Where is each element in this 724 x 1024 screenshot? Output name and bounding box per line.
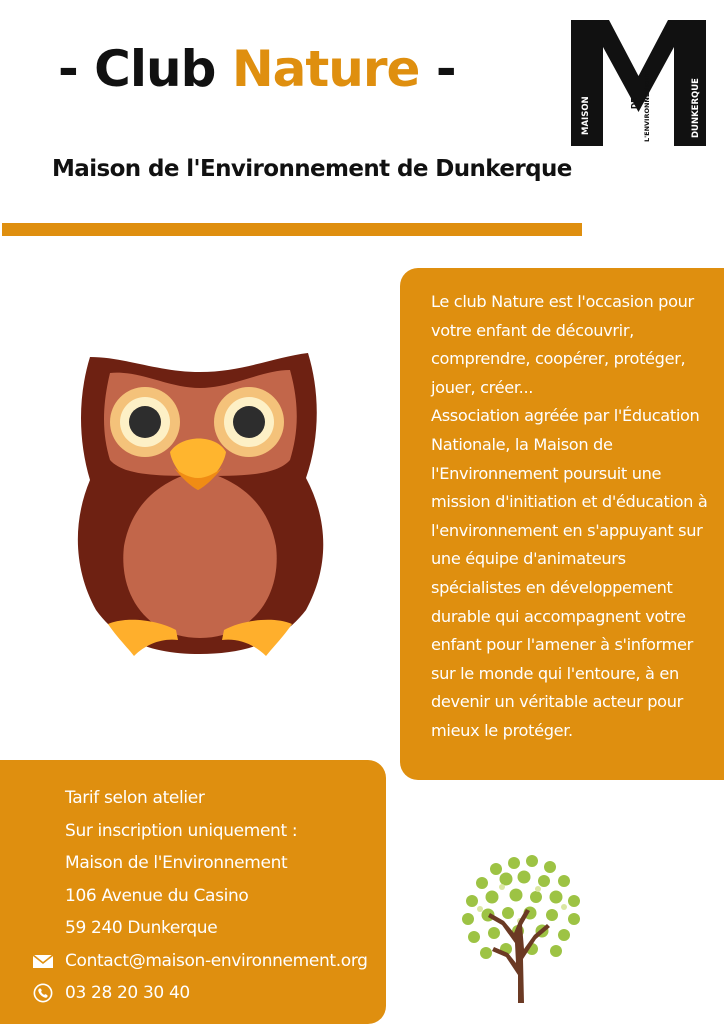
description-panel	[400, 268, 724, 780]
maison-environnement-logo	[571, 20, 706, 146]
description-mission: Association agréée par l'Éducation Nationale, la Maison de l'Environnement poursuit une mission d'initiation et d'éducation à l'environnement en s'appuyant sur une équipe d'animateurs spécialistes en développement durable qui accompagnent votre enfant pour l'amener à s'informer sur le monde qui l'entoure, à en devenir un véritable acteur pour mieux le protéger.	[431, 406, 708, 740]
info-panel	[0, 760, 386, 1024]
email-row	[65, 945, 386, 978]
title-suffix: -	[435, 40, 456, 98]
title-accent: Nature	[231, 40, 420, 98]
description-intro: Le club Nature est l'occasion pour votre enfant de découvrir, comprendre, coopérer, protéger, jouer, créer...	[431, 292, 694, 397]
street-address: 106 Avenue du Casino	[65, 885, 249, 906]
header-divider	[2, 223, 582, 236]
page-title	[58, 40, 456, 98]
phone-icon	[32, 983, 54, 1003]
registration-text: Sur inscription uniquement :	[65, 820, 298, 841]
logo-line-de: DE	[630, 97, 639, 109]
city-address: 59 240 Dunkerque	[65, 918, 218, 938]
envelope-icon	[32, 951, 54, 971]
email-link[interactable]: Contact@maison-environnement.org	[65, 950, 368, 971]
page-subtitle: Maison de l'Environnement de Dunkerque	[52, 156, 572, 182]
title-prefix: - Club	[58, 40, 216, 98]
phone-row	[65, 977, 386, 1010]
phone-number[interactable]: 03 28 20 30 40	[65, 983, 190, 1003]
venue-name: Maison de l'Environnement	[65, 853, 288, 873]
owl-illustration	[70, 348, 330, 674]
tree-illustration	[460, 855, 584, 1003]
logo-line-dunkerque: DUNKERQUE	[691, 78, 701, 138]
price-text: Tarif selon atelier	[65, 788, 205, 808]
logo-line-maison: MAISON	[581, 96, 591, 135]
logo-line-environnement: L'ENVIRONNEMENT	[643, 71, 651, 142]
